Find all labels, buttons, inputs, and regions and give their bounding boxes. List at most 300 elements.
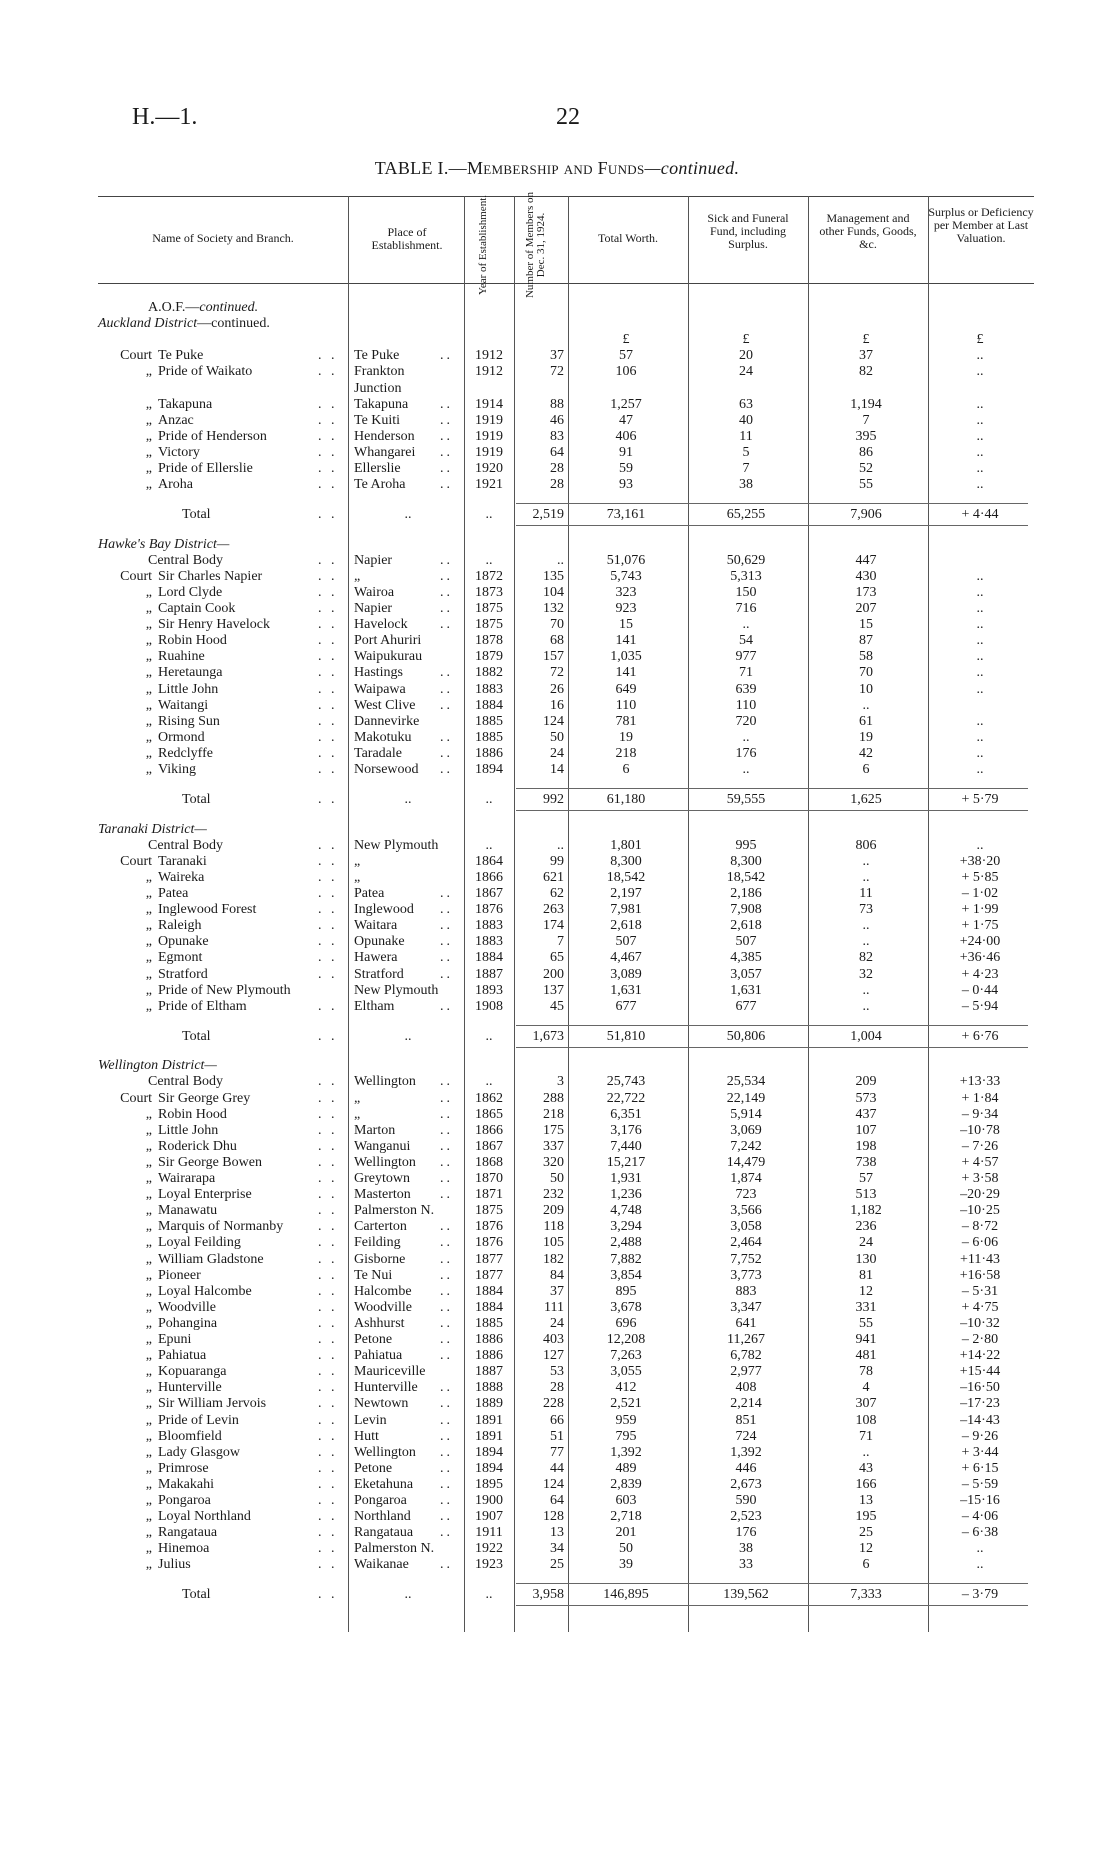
branch-place: Taradale: [354, 745, 402, 761]
place-leader-dots: ..: [440, 428, 453, 444]
branch-name: Loyal Halcombe: [158, 1283, 252, 1299]
branch-mgmt: 513: [855, 1187, 877, 1203]
branch-members: 45: [550, 998, 564, 1014]
branch-surplus: ..: [976, 837, 984, 853]
branch-year: 1876: [475, 902, 503, 918]
branch-surplus: ..: [976, 444, 984, 460]
branch-mgmt: 331: [855, 1299, 877, 1315]
name-leader-dots: . .: [318, 1219, 338, 1235]
branch-name: Loyal Northland: [158, 1509, 251, 1525]
branch-mgmt: 430: [855, 568, 877, 584]
name-leader-dots: . .: [318, 552, 338, 568]
branch-year: 1865: [475, 1106, 503, 1122]
branch-worth: 2,488: [610, 1235, 642, 1251]
place-leader-dots: ..: [440, 1283, 453, 1299]
branch-place: Petone: [354, 1332, 393, 1347]
branch-prefix: „: [145, 918, 152, 934]
branch-members: 135: [543, 568, 564, 584]
branch-sick: 11: [739, 428, 753, 444]
total-mgmt: 1,004: [850, 1028, 882, 1044]
branch-surplus: –20·29: [960, 1187, 1000, 1203]
branch-place: Eketahuna: [354, 1476, 414, 1492]
branch-prefix: „: [145, 681, 152, 697]
section-heading: Taranaki District—: [98, 821, 207, 837]
branch-surplus: + 6·15: [961, 1460, 999, 1476]
branch-prefix: „: [145, 745, 152, 761]
name-leader-dots: . .: [318, 584, 338, 600]
branch-name: Marquis of Normanby: [158, 1219, 284, 1235]
branch-place: Levin: [354, 1412, 387, 1428]
branch-mgmt: 12: [859, 1283, 873, 1299]
branch-members: 228: [543, 1396, 564, 1412]
branch-name: Patea: [158, 886, 189, 902]
total-surplus: + 5·79: [961, 791, 999, 807]
branch-place: Wellington: [354, 1154, 416, 1170]
branch-members: 209: [543, 1203, 564, 1219]
branch-year: 1912: [475, 348, 503, 364]
branch-name: Sir George Grey: [158, 1090, 251, 1106]
branch-worth: 1,801: [610, 837, 642, 853]
branch-name: Anzac: [158, 412, 194, 428]
branch-worth: 3,678: [610, 1299, 642, 1315]
branch-place: Masterton: [354, 1187, 411, 1203]
branch-surplus: –10·32: [960, 1315, 1000, 1331]
branch-sick: 6,782: [730, 1348, 762, 1364]
branch-mgmt: 130: [855, 1251, 877, 1267]
branch-year: 1872: [475, 568, 503, 584]
branch-prefix: „: [145, 617, 152, 633]
branch-worth: 1,392: [610, 1444, 642, 1460]
branch-prefix: „: [145, 1171, 152, 1186]
name-leader-dots: . .: [318, 601, 338, 617]
branch-worth: 3,176: [610, 1122, 642, 1138]
total-year: ..: [485, 1028, 493, 1044]
branch-year: 1891: [475, 1412, 503, 1428]
name-leader-dots: . .: [318, 1557, 338, 1573]
branch-worth: 50: [619, 1541, 633, 1557]
branch-worth: 5,743: [610, 568, 642, 584]
branch-members: 200: [543, 966, 564, 982]
branch-year: 1867: [475, 1138, 503, 1154]
branch-prefix: „: [145, 1154, 152, 1170]
branch-worth: 22,722: [606, 1090, 646, 1106]
branch-prefix: „: [145, 1122, 152, 1138]
branch-worth: 1,931: [610, 1171, 642, 1186]
branch-worth: 59: [619, 461, 633, 476]
place-leader-dots: ..: [440, 886, 453, 902]
branch-prefix: „: [145, 886, 152, 902]
branch-sick: 446: [735, 1460, 757, 1476]
branch-prefix: „: [145, 1444, 152, 1460]
branch-place: Ellerslie: [354, 461, 401, 476]
name-leader-dots: . .: [318, 1315, 338, 1331]
branch-name: Pahiatua: [158, 1348, 207, 1364]
branch-sick: 590: [735, 1493, 757, 1508]
branch-surplus: ..: [976, 477, 984, 493]
branch-worth: 603: [615, 1493, 637, 1508]
branch-prefix: „: [145, 1525, 152, 1541]
branch-name: Sir Henry Havelock: [158, 617, 270, 633]
branch-sick: 2,464: [730, 1235, 762, 1251]
branch-surplus: –10·78: [960, 1122, 1000, 1138]
branch-surplus: ..: [976, 428, 984, 444]
branch-name: Ormond: [158, 729, 205, 745]
branch-prefix: „: [145, 1428, 152, 1444]
branch-surplus: ..: [976, 412, 984, 428]
branch-year: 1876: [475, 1235, 503, 1251]
branch-prefix: „: [145, 998, 152, 1014]
branch-name: Makakahi: [158, 1476, 214, 1492]
branch-surplus: –10·25: [960, 1203, 1000, 1219]
branch-members: 37: [550, 348, 564, 364]
total-surplus: + 4·44: [961, 506, 999, 522]
branch-surplus: + 3·44: [961, 1444, 999, 1460]
branch-sick: 63: [739, 396, 753, 412]
branch-mgmt: 4: [862, 1380, 870, 1396]
branch-prefix: „: [145, 1460, 152, 1476]
title-main: TABLE I.—: [374, 158, 467, 178]
branch-worth: 4,467: [610, 950, 642, 966]
branch-surplus: ..: [976, 364, 984, 380]
branch-members: 83: [550, 428, 564, 444]
branch-worth: 6: [622, 762, 630, 778]
branch-sick: 639: [735, 681, 757, 697]
branch-worth: 895: [615, 1283, 637, 1299]
name-leader-dots: . .: [318, 762, 338, 778]
branch-sick: 641: [735, 1315, 757, 1331]
branch-sick: 507: [735, 934, 757, 950]
name-leader-dots: . .: [318, 1154, 338, 1170]
name-leader-dots: . .: [318, 934, 338, 950]
total-place: ..: [404, 506, 412, 522]
branch-worth: 6,351: [610, 1106, 642, 1122]
branch-mgmt: 198: [855, 1138, 877, 1154]
name-leader-dots: . .: [318, 1396, 338, 1412]
branch-members: 51: [550, 1428, 564, 1444]
branch-worth: 649: [615, 681, 637, 697]
branch-place: Whangarei: [354, 444, 416, 460]
total-members: 1,673: [532, 1028, 564, 1044]
branch-name: William Gladstone: [158, 1251, 264, 1267]
section-heading-tail: —continued.: [197, 316, 270, 332]
branch-members: 13: [550, 1525, 564, 1541]
branch-surplus: – 8·72: [961, 1219, 999, 1235]
name-leader-dots: . .: [318, 998, 338, 1014]
col-header-sick: Sick and Funeral Fund, including Surplus.: [707, 211, 789, 251]
branch-place: Te Puke: [354, 348, 400, 364]
name-leader-dots: . .: [318, 1235, 338, 1251]
branch-place: Hunterville: [354, 1380, 418, 1396]
branch-prefix: „: [145, 477, 152, 493]
branch-mgmt: 55: [859, 477, 873, 493]
name-leader-dots: . .: [318, 1412, 338, 1428]
branch-place: Inglewood: [354, 902, 414, 918]
name-leader-dots: . .: [318, 665, 338, 681]
branch-year: 1873: [475, 584, 503, 600]
branch-surplus: ..: [976, 617, 984, 633]
branch-sick: 851: [735, 1412, 757, 1428]
branch-name: Hinemoa: [158, 1541, 210, 1557]
branch-sick: 71: [739, 665, 753, 681]
branch-prefix: „: [145, 1396, 152, 1412]
branch-prefix: „: [145, 1557, 152, 1573]
branch-surplus: – 1·02: [961, 886, 999, 902]
branch-members: 50: [550, 1171, 564, 1186]
branch-prefix: „: [145, 1106, 152, 1122]
total-top-rule: [516, 1025, 1028, 1026]
branch-surplus: +16·58: [959, 1267, 1001, 1283]
branch-worth: 19: [619, 729, 633, 745]
place-leader-dots: ..: [440, 1106, 453, 1122]
branch-name: Pride of Ellerslie: [158, 461, 253, 476]
branch-surplus: ..: [976, 601, 984, 617]
branch-mgmt: 52: [859, 461, 873, 476]
branch-prefix: „: [145, 1541, 152, 1557]
name-leader-dots: . .: [318, 617, 338, 633]
branch-worth: 2,197: [610, 886, 642, 902]
branch-place: Stratford: [354, 966, 404, 982]
name-leader-dots: . .: [318, 697, 338, 713]
branch-surplus: + 4·23: [961, 966, 999, 982]
branch-name: Victory: [158, 444, 200, 460]
place-leader-dots: ..: [440, 601, 453, 617]
section-heading: A.O.F.—continued.: [148, 300, 259, 315]
branch-name: Heretaunga: [158, 665, 223, 681]
total-bottom-rule: [516, 1605, 1028, 1606]
branch-worth: 15: [619, 617, 633, 633]
branch-surplus: ..: [976, 729, 984, 745]
name-leader-dots: . .: [318, 1251, 338, 1267]
branch-sick: 977: [735, 649, 757, 665]
name-leader-dots: . .: [318, 412, 338, 428]
branch-surplus: –17·23: [960, 1396, 1000, 1412]
place-leader-dots: ..: [440, 1171, 453, 1186]
branch-year: 1919: [475, 428, 503, 444]
branch-year: 1914: [475, 396, 503, 412]
branch-worth: 412: [615, 1380, 637, 1396]
branch-year: 1876: [475, 1219, 503, 1235]
branch-sick: 24: [739, 364, 753, 380]
branch-place: Eltham: [354, 998, 395, 1014]
branch-sick: 5,313: [730, 568, 762, 584]
branch-name: Woodville: [158, 1299, 216, 1315]
branch-surplus: ..: [976, 568, 984, 584]
branch-surplus: – 0·44: [961, 982, 999, 998]
branch-year: 1877: [475, 1251, 503, 1267]
branch-place: Te Aroha: [354, 477, 406, 493]
branch-surplus: – 4·06: [961, 1509, 999, 1525]
branch-worth: 7,882: [610, 1251, 642, 1267]
place-leader-dots: ..: [440, 1348, 453, 1364]
branch-prefix: „: [145, 1364, 152, 1380]
branch-mgmt: 173: [855, 584, 877, 600]
branch-year: 1907: [475, 1509, 503, 1525]
branch-worth: 2,521: [610, 1396, 642, 1412]
section-heading: Auckland District—continued.: [98, 316, 270, 332]
branch-worth: 507: [615, 934, 637, 950]
branch-mgmt: 19: [859, 729, 873, 745]
branch-members: 72: [550, 364, 564, 380]
branch-worth: 12,208: [606, 1332, 646, 1347]
branch-prefix: „: [145, 697, 152, 713]
branch-members: 77: [550, 1444, 564, 1460]
branch-sick: ..: [742, 729, 750, 745]
branch-year: 1884: [475, 697, 503, 713]
branch-name: Bloomfield: [158, 1428, 222, 1444]
branch-mgmt: 1,194: [850, 396, 882, 412]
place-leader-dots: ..: [440, 1251, 453, 1267]
col-header-place: Place of Establishment.: [371, 225, 443, 252]
branch-place: New Plymouth: [354, 837, 439, 853]
branch-members: 46: [550, 412, 564, 428]
branch-worth: 3,089: [610, 966, 642, 982]
total-place: ..: [404, 1028, 412, 1044]
branch-members: 88: [550, 396, 564, 412]
branch-mgmt: ..: [862, 998, 870, 1014]
branch-place: Takapuna: [354, 396, 409, 412]
branch-year: 1919: [475, 444, 503, 460]
total-mgmt: 7,906: [850, 506, 882, 522]
branch-sick: 7: [742, 461, 750, 476]
place-leader-dots: ..: [440, 1138, 453, 1154]
branch-name: Julius: [158, 1557, 191, 1573]
name-leader-dots: . .: [318, 1090, 338, 1106]
branch-prefix: „: [145, 1509, 152, 1525]
branch-prefix: „: [145, 1251, 152, 1267]
branch-place: Rangataua: [354, 1525, 414, 1541]
branch-year: 1884: [475, 950, 503, 966]
total-members: 2,519: [532, 506, 564, 522]
branch-mgmt: 82: [859, 950, 873, 966]
branch-sick: 18,542: [726, 869, 766, 885]
branch-worth: 15,217: [606, 1154, 646, 1170]
name-leader-dots: . .: [318, 1138, 338, 1154]
branch-sick: 5,914: [730, 1106, 762, 1122]
place-leader-dots: ..: [440, 1525, 453, 1541]
branch-prefix: „: [145, 934, 152, 950]
place-leader-dots: ..: [440, 1509, 453, 1525]
branch-sick: 2,523: [730, 1509, 762, 1525]
branch-place: Te Kuiti: [354, 412, 401, 428]
name-leader-dots: . .: [318, 1587, 338, 1603]
branch-name: Sir Charles Napier: [158, 568, 263, 584]
branch-worth: 795: [615, 1428, 637, 1444]
branch-worth: 2,618: [610, 918, 642, 934]
branch-mgmt: ..: [862, 934, 870, 950]
branch-sick: 110: [735, 697, 757, 713]
branch-name: Rising Sun: [158, 713, 220, 729]
branch-year: 1891: [475, 1428, 503, 1444]
place-leader-dots: ..: [440, 762, 453, 778]
branch-members: 132: [543, 601, 564, 617]
title-caps: Membership and Funds: [466, 158, 645, 178]
place-leader-dots: ..: [440, 1412, 453, 1428]
branch-sick: 720: [735, 713, 757, 729]
branch-members: 34: [550, 1541, 564, 1557]
branch-members: 37: [550, 1283, 564, 1299]
section-heading: Wellington District—: [98, 1058, 217, 1074]
place-leader-dots: ..: [440, 1235, 453, 1251]
branch-place: Mauriceville: [354, 1364, 426, 1380]
branch-members: 127: [543, 1348, 564, 1364]
total-worth: 61,180: [606, 791, 646, 807]
branch-members: 28: [550, 1380, 564, 1396]
branch-mgmt: ..: [862, 982, 870, 998]
branch-members: 84: [550, 1267, 564, 1283]
branch-place: Waitara: [354, 918, 398, 934]
branch-members: 175: [543, 1122, 564, 1138]
branch-prefix: Court: [120, 348, 152, 364]
branch-year: 1886: [475, 1332, 503, 1347]
branch-place: „: [354, 869, 361, 885]
branch-worth: 7,981: [610, 902, 642, 918]
total-year: ..: [485, 791, 493, 807]
name-leader-dots: . .: [318, 886, 338, 902]
branch-prefix: „: [145, 966, 152, 982]
branch-sick: 54: [739, 633, 753, 649]
branch-sick: 3,069: [730, 1122, 762, 1138]
branch-place: Carterton: [354, 1219, 407, 1235]
branch-members: 50: [550, 729, 564, 745]
branch-sick: 40: [739, 412, 753, 428]
name-leader-dots: . .: [318, 745, 338, 761]
branch-name: Hunterville: [158, 1380, 222, 1396]
branch-place: Wellington: [354, 1074, 416, 1090]
branch-surplus: +15·44: [959, 1364, 1001, 1380]
branch-place: Wanganui: [354, 1138, 411, 1154]
total-year: ..: [485, 1587, 493, 1603]
branch-mgmt: 195: [855, 1509, 877, 1525]
branch-mgmt: ..: [862, 697, 870, 713]
branch-worth: 323: [615, 584, 637, 600]
branch-surplus: – 5·31: [961, 1283, 999, 1299]
name-leader-dots: . .: [318, 1074, 338, 1090]
branch-mgmt: 236: [855, 1219, 877, 1235]
total-sick: 50,806: [726, 1028, 766, 1044]
unit-label-mgmt: £: [862, 332, 870, 348]
total-worth: 146,895: [603, 1587, 649, 1603]
branch-worth: 110: [615, 697, 637, 713]
branch-place: Marton: [354, 1122, 396, 1138]
place-leader-dots: ..: [440, 934, 453, 950]
branch-sick: 716: [735, 601, 757, 617]
branch-members: 70: [550, 617, 564, 633]
branch-sick: 1,392: [730, 1444, 762, 1460]
branch-members: 26: [550, 681, 564, 697]
name-leader-dots: . .: [318, 1348, 338, 1364]
branch-name: Te Puke: [158, 348, 204, 364]
branch-place: Wairoa: [354, 584, 395, 600]
branch-year: 1889: [475, 1396, 503, 1412]
branch-members: 14: [550, 762, 564, 778]
branch-members: 174: [543, 918, 564, 934]
branch-name: Pride of Eltham: [158, 998, 247, 1014]
branch-surplus: – 9·26: [961, 1428, 999, 1444]
branch-place: New Plymouth: [354, 982, 439, 998]
branch-place: Wellington: [354, 1444, 416, 1460]
branch-mgmt: 10: [859, 681, 873, 697]
branch-name: Inglewood Forest: [158, 902, 257, 918]
branch-place: Waikanae: [354, 1557, 409, 1573]
branch-mgmt: 87: [859, 633, 873, 649]
branch-sick: 408: [735, 1380, 757, 1396]
branch-mgmt: 573: [855, 1090, 877, 1106]
branch-mgmt: 207: [855, 601, 877, 617]
branch-sick: 3,057: [730, 966, 762, 982]
place-leader-dots: ..: [440, 665, 453, 681]
branch-year: 1888: [475, 1380, 503, 1396]
branch-surplus: + 4·57: [961, 1154, 999, 1170]
